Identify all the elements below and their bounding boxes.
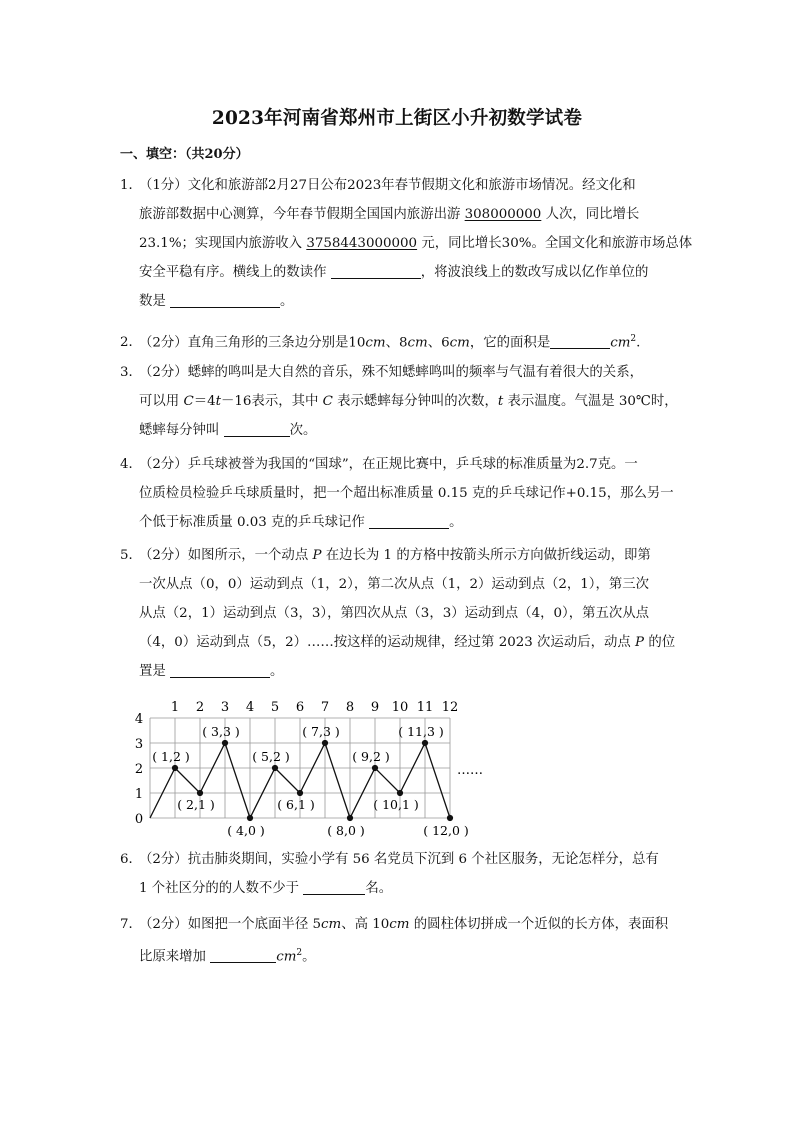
zigzag-grid-figure <box>132 700 492 848</box>
path-point <box>297 790 303 796</box>
top-axis-label: 11 <box>416 700 434 715</box>
point-label: ( 12,0 ) <box>423 823 469 838</box>
text: 数是 <box>139 294 166 309</box>
path-point <box>447 815 453 821</box>
top-axis-labels <box>171 700 458 715</box>
text: ，将波浪线上的数改写成以亿作单位的 <box>420 265 649 280</box>
question-2 <box>120 325 676 354</box>
variable: t <box>215 394 221 409</box>
left-axis-label: 4 <box>134 712 144 727</box>
question-number: 3． <box>120 365 142 380</box>
point-label: ( 11,3 ) <box>398 724 444 739</box>
top-axis-label: 7 <box>320 700 330 715</box>
text: （2分）直角三角形的三条边分别是10 <box>139 335 366 351</box>
path-point <box>247 815 253 821</box>
path-point <box>222 740 228 746</box>
text: 的位 <box>644 635 676 650</box>
section-heading: 一、填空：（共20分） <box>120 147 249 162</box>
left-axis-label: 2 <box>134 762 144 777</box>
question-4 <box>120 450 676 537</box>
top-axis-label: 9 <box>370 700 380 715</box>
unit: cm <box>276 949 297 965</box>
path-point <box>372 765 378 771</box>
text: 位质检员检验乒乓球质量时，把一个超出标准质量 0.15 克的乒乓球记作+0.15，那么另一 <box>139 486 674 501</box>
question-number: 7． <box>120 917 142 932</box>
ellipsis: …… <box>457 763 483 778</box>
path-point <box>172 765 178 771</box>
unit: cm <box>365 335 386 351</box>
top-axis-label: 5 <box>270 700 280 715</box>
text: 表示蟋蟀每分钟叫的次数， <box>332 394 498 409</box>
answer-blank[interactable] <box>331 264 421 279</box>
path-point <box>397 790 403 796</box>
top-axis-label: 1 <box>170 700 180 715</box>
text: 、6 <box>427 335 450 351</box>
left-axis-label: 0 <box>134 812 144 827</box>
unit: cm <box>610 335 631 351</box>
text: 。 <box>302 949 316 965</box>
text: 一次从点（0，0）运动到点（1，2），第二次从点（1，2）运动到点（2，1），第三次 <box>139 577 650 592</box>
point-label: ( 6,1 ) <box>277 797 315 812</box>
point-label: ( 5,2 ) <box>252 749 290 764</box>
question-number: 5． <box>120 548 142 563</box>
top-axis-label: 12 <box>441 700 459 715</box>
text: （4，0）运动到点（5，2）……按这样的运动规律，经过第 2023 次运动后，动点 <box>139 635 636 650</box>
point-label: ( 9,2 ) <box>352 749 390 764</box>
path-point <box>422 740 428 746</box>
point-label: ( 4,0 ) <box>227 823 265 838</box>
text: 在边长为 1 的方格中按箭头所示方向做折线运动，即第 <box>321 548 651 563</box>
text: 安全平稳有序。横线上的数读作 <box>139 265 327 280</box>
text: 。 <box>280 294 294 309</box>
question-number: 6． <box>120 852 142 867</box>
top-axis-label: 10 <box>391 700 409 715</box>
text: 、8 <box>385 335 408 351</box>
text: 人次，同比增长 <box>541 207 640 222</box>
text: 1 个社区分的的人数不少于 <box>139 881 300 896</box>
variable: P <box>635 635 645 650</box>
text: 个低于标准质量 0.03 克的乒乓球记作 <box>139 515 365 530</box>
answer-blank[interactable] <box>224 422 290 437</box>
answer-blank[interactable] <box>369 514 449 529</box>
path-point <box>197 790 203 796</box>
left-axis-labels <box>135 712 143 827</box>
text: 。 <box>270 664 284 679</box>
text: 旅游部数据中心测算，今年春节假期全国国内旅游出游 <box>139 207 465 222</box>
point-label: ( 1,2 ) <box>152 749 190 764</box>
variable: t <box>497 394 504 409</box>
text: （2分）蟋蟀的鸣叫是大自然的音乐，殊不知蟋蟀鸣叫的频率与气温有着很大的关系， <box>139 365 643 380</box>
unit: cm <box>389 917 410 932</box>
question-number: 1． <box>120 178 142 193</box>
answer-blank[interactable] <box>210 948 276 963</box>
point-label: ( 10,1 ) <box>373 797 419 812</box>
text: 次。 <box>289 423 317 438</box>
question-3 <box>120 358 676 445</box>
text: 蟋蟀每分钟叫 <box>139 423 220 438</box>
text: 23.1%；实现国内旅游收入 <box>139 236 307 251</box>
text: （1分）文化和旅游部2月27日公布2023年春节假期文化和旅游市场情况。经文化和 <box>139 178 636 193</box>
top-axis-label: 3 <box>220 700 230 715</box>
question-5 <box>120 541 676 686</box>
top-axis-label: 6 <box>295 700 305 715</box>
question-7 <box>120 910 676 968</box>
superscript: 2 <box>296 948 303 958</box>
left-axis-label: 1 <box>134 787 144 802</box>
top-axis-label: 8 <box>345 700 355 715</box>
question-1 <box>120 171 693 316</box>
text: ，它的面积是 <box>469 335 551 351</box>
text: 置是 <box>139 664 166 679</box>
text: （2分）如图把一个底面半径 5 <box>139 917 321 932</box>
top-axis-label: 2 <box>195 700 205 715</box>
point-label: ( 8,0 ) <box>327 823 365 838</box>
unit: cm <box>449 335 470 351</box>
question-number: 4． <box>120 457 142 472</box>
text: （2分）乒乓球被誉为我国的“国球”，在正规比赛中，乒乓球的标准质量为2.7克。一 <box>139 457 638 472</box>
page-title: 2023年河南省郑州市上街区小升初数学试卷 <box>211 108 583 129</box>
path-point <box>322 740 328 746</box>
text: 比原来增加 <box>139 949 206 965</box>
text: 的圆柱体切拼成一个近似的长方体，表面积 <box>409 917 669 932</box>
text: . <box>636 335 641 351</box>
point-label: ( 7,3 ) <box>302 724 340 739</box>
variable: C <box>183 394 194 409</box>
wavy-underlined-number: 3758443000000 <box>306 236 418 251</box>
answer-blank[interactable] <box>170 663 270 678</box>
variable: P <box>312 548 322 563</box>
text: ＝4 <box>193 394 216 409</box>
point-label: ( 2,1 ) <box>177 797 215 812</box>
unit: cm <box>407 335 428 351</box>
text: 、高 10 <box>341 917 390 932</box>
point-label: ( 3,3 ) <box>202 724 240 739</box>
superscript: 2 <box>630 334 637 344</box>
question-number: 2． <box>120 335 142 351</box>
question-6 <box>120 845 676 903</box>
top-axis-label: 4 <box>245 700 255 715</box>
text: 。 <box>449 515 463 530</box>
text: 元，同比增长30%。全国文化和旅游市场总体 <box>417 236 693 251</box>
unit: cm <box>320 917 342 932</box>
text: 名。 <box>365 881 393 896</box>
answer-blank[interactable] <box>550 334 610 349</box>
text: －16表示，其中 <box>221 394 323 409</box>
text: 从点（2，1）运动到点（3，3），第四次从点（3，3）运动到点（4，0），第五次从点 <box>139 606 650 621</box>
path-point <box>272 765 278 771</box>
text: （2分）如图所示，一个动点 <box>139 548 313 563</box>
answer-blank[interactable] <box>303 880 365 895</box>
answer-blank[interactable] <box>170 293 280 308</box>
text: 可以用 <box>139 394 184 409</box>
underlined-number: 308000000 <box>464 207 542 222</box>
text: （2分）抗击肺炎期间，实验小学有 56 名党员下沉到 6 个社区服务，无论怎样分，总有 <box>139 852 659 867</box>
text: 表示温度。气温是 30℃时， <box>503 394 678 409</box>
path-point <box>347 815 353 821</box>
variable: C <box>322 394 333 409</box>
left-axis-label: 3 <box>134 737 144 752</box>
